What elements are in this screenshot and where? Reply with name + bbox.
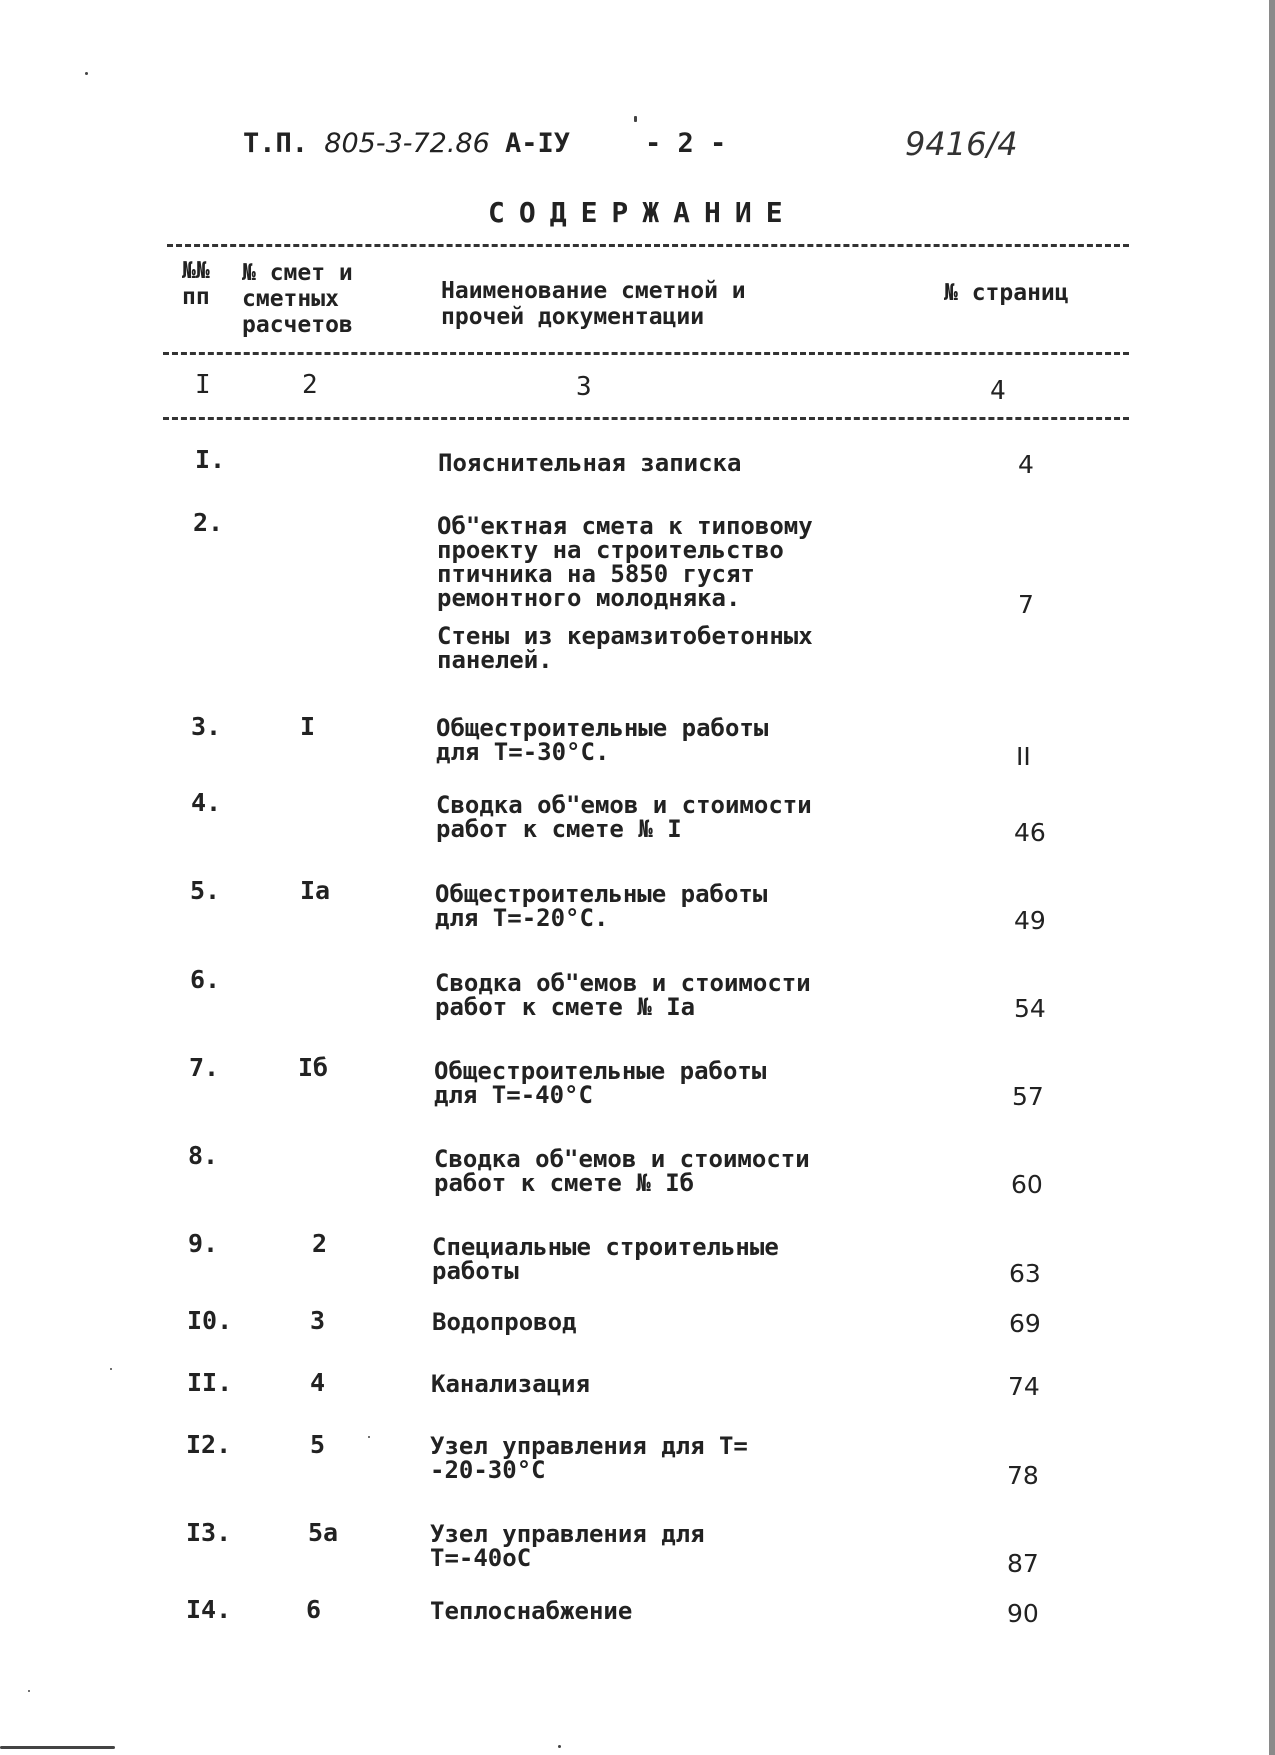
row-page: 63 <box>1009 1259 1041 1288</box>
row-page: 7 <box>1018 590 1034 619</box>
row-estimate-code: 5 <box>310 1430 326 1459</box>
row-page: 69 <box>1009 1309 1041 1338</box>
row-number: 7. <box>189 1053 220 1082</box>
row-title: Сводка об"емов и стоимости работ к смете № Iб <box>434 1145 810 1197</box>
project-code-prefix: Т.П. <box>243 128 309 159</box>
row-title: Пояснительная записка <box>438 449 742 477</box>
scan-speck <box>368 1436 370 1438</box>
row-number: I0. <box>187 1306 233 1335</box>
row-page: 90 <box>1007 1599 1039 1628</box>
scan-speck <box>634 116 637 122</box>
scan-speck <box>85 72 88 75</box>
row-page: 4 <box>1018 450 1034 479</box>
row-number: 9. <box>188 1229 219 1258</box>
row-estimate-code: Iа <box>300 876 331 905</box>
row-title: Общестроительные работы для Т=-40°С <box>434 1057 767 1109</box>
document-title: СОДЕРЖАНИЕ <box>488 196 797 229</box>
row-estimate-code: 5а <box>308 1518 339 1547</box>
scan-speck <box>28 1690 30 1692</box>
row-estimate-code: 2 <box>312 1229 328 1258</box>
row-title: Водопровод <box>432 1308 577 1336</box>
column-number-1: I <box>195 370 211 400</box>
row-estimate-code: 4 <box>310 1368 326 1397</box>
row-number: I4. <box>186 1595 232 1624</box>
row-title-line: Об"ектная смета к типовому проекту на строительство птичника на 5850 гусят ремонтного молодняка. <box>437 512 813 612</box>
header-pages: № страниц <box>944 280 1069 306</box>
page-edge <box>1269 0 1275 1755</box>
row-estimate-code: 3 <box>310 1306 326 1335</box>
rule-colnum-bottom <box>163 417 1129 420</box>
row-number: 5. <box>190 876 221 905</box>
column-number-4: 4 <box>990 376 1006 406</box>
row-estimate-code: 6 <box>306 1595 322 1624</box>
row-page: 78 <box>1007 1461 1039 1490</box>
header-estimate: № смет и сметных расчетов <box>242 260 353 338</box>
row-title-note: Стены из керамзитобетонных панелей. <box>437 622 813 674</box>
row-title: Узел управления для Т=-40оС <box>430 1520 705 1572</box>
project-code <box>243 128 490 159</box>
row-number: 4. <box>191 788 222 817</box>
row-page: 57 <box>1012 1082 1044 1111</box>
row-page: 46 <box>1014 818 1046 847</box>
row-page: 60 <box>1011 1170 1043 1199</box>
rule-header-bottom <box>163 352 1129 355</box>
row-title: Общестроительные работы для Т=-30°С. <box>436 714 769 766</box>
row-number: II. <box>187 1368 233 1397</box>
inventory-number: 9416/4 <box>905 125 1018 163</box>
row-estimate-code: I <box>300 712 316 741</box>
row-page: II <box>1016 742 1031 771</box>
row-title <box>437 514 837 672</box>
row-title: Канализация <box>431 1370 590 1398</box>
row-page: 74 <box>1008 1372 1040 1401</box>
rule-top <box>167 244 1129 247</box>
header-name: Наименование сметной и прочей документации <box>441 278 746 330</box>
row-number: 2. <box>193 508 224 537</box>
row-number: 6. <box>190 965 221 994</box>
row-title: Сводка об"емов и стоимости работ к смете № Iа <box>435 969 811 1021</box>
column-number-2: 2 <box>302 370 318 400</box>
row-page: 49 <box>1014 906 1046 935</box>
row-title: Теплоснабжение <box>430 1597 633 1625</box>
row-estimate-code: Iб <box>298 1053 329 1082</box>
scan-speck <box>110 1368 112 1370</box>
row-title: Узел управления для Т= -20-30°С <box>430 1432 748 1484</box>
row-page: 54 <box>1014 994 1046 1023</box>
row-title: Сводка об"емов и стоимости работ к смете № I <box>436 791 812 843</box>
row-number: 8. <box>188 1141 219 1170</box>
scan-edge-mark <box>0 1746 115 1749</box>
scan-speck <box>558 1745 561 1748</box>
row-number: 3. <box>191 712 222 741</box>
sheet-label: А-IУ <box>505 128 571 159</box>
row-page: 87 <box>1007 1549 1039 1578</box>
row-number: I3. <box>186 1518 232 1547</box>
header-num: №№ пп <box>182 258 210 310</box>
row-title: Специальные строительные работы <box>432 1233 779 1285</box>
page-number: - 2 - <box>645 128 727 159</box>
column-number-3: 3 <box>576 372 592 402</box>
row-number: I. <box>195 445 226 474</box>
row-title: Общестроительные работы для Т=-20°С. <box>435 880 768 932</box>
project-code-number: 805-3-72.86 <box>324 128 490 159</box>
row-number: I2. <box>186 1430 232 1459</box>
